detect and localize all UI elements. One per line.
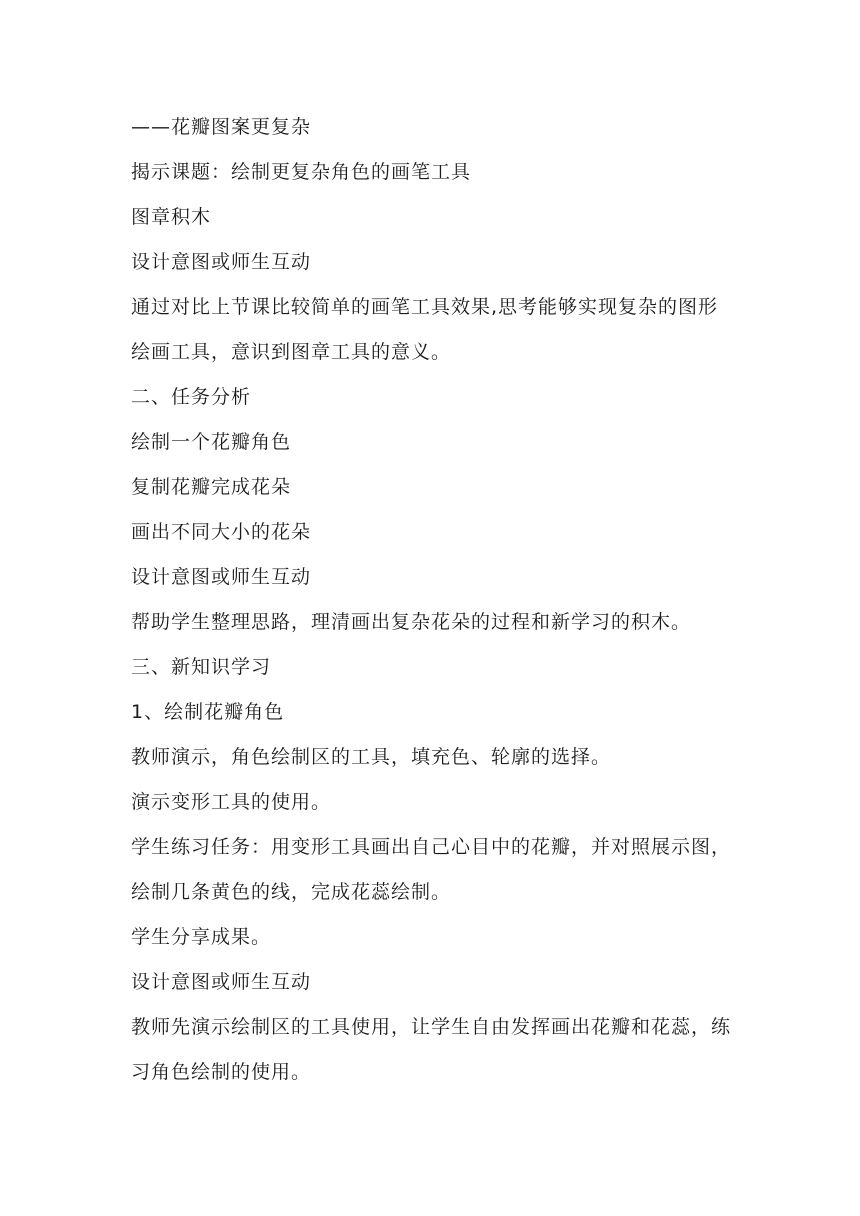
text-line: 学生分享成果。: [131, 926, 272, 948]
text-line: 帮助学生整理思路，理清画出复杂花朵的过程和新学习的积木。: [131, 611, 692, 633]
text-line: 习角色绘制的使用。: [131, 1061, 312, 1083]
text-line: 学生练习任务：用变形工具画出自己心目中的花瓣，并对照展示图，: [131, 836, 732, 858]
text-line: 揭示课题：绘制更复杂角色的画笔工具: [131, 161, 472, 183]
text-line: 1、绘制花瓣角色: [131, 701, 285, 723]
text-line: 演示变形工具的使用。: [131, 791, 332, 813]
text-line: 设计意图或师生互动: [131, 566, 312, 588]
text-line: 复制花瓣完成花朵: [131, 476, 292, 498]
text-line: 二、任务分析: [131, 386, 252, 408]
text-line: 设计意图或师生互动: [131, 251, 312, 273]
text-line: 图章积木: [131, 206, 212, 228]
text-line: 绘制一个花瓣角色: [131, 431, 292, 453]
text-line: 绘制几条黄色的线，完成花蕊绘制。: [131, 881, 452, 903]
text-line: 三、新知识学习: [131, 656, 272, 678]
text-line: 通过对比上节课比较简单的画笔工具效果,思考能够实现复杂的图形: [131, 296, 719, 318]
text-line: 画出不同大小的花朵: [131, 521, 312, 543]
text-line: 教师演示，角色绘制区的工具，填充色、轮廓的选择。: [131, 746, 612, 768]
text-line: ——花瓣图案更复杂: [131, 116, 312, 138]
text-line: 教师先演示绘制区的工具使用，让学生自由发挥画出花瓣和花蕊，练: [131, 1016, 732, 1038]
text-line: 设计意图或师生互动: [131, 971, 312, 993]
text-line: 绘画工具，意识到图章工具的意义。: [131, 341, 452, 363]
